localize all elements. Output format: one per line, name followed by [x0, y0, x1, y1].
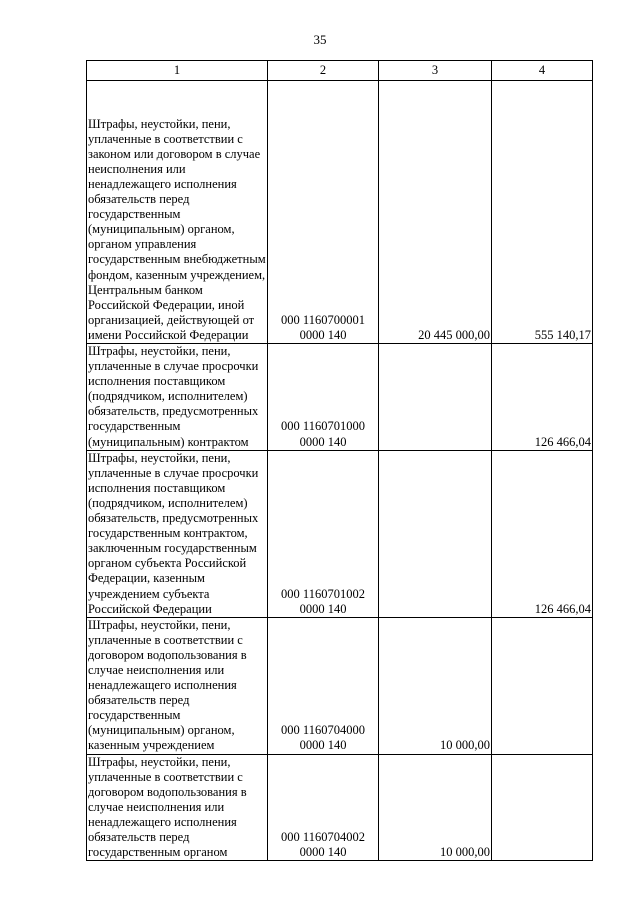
table-row [87, 754, 593, 861]
budget-table [86, 60, 593, 861]
column-header-1: 1 [87, 61, 268, 81]
row-col4-value: 555 140,17 [492, 81, 593, 344]
row-col3-value [379, 344, 492, 451]
row-col3-value: 10 000,00 [379, 617, 492, 754]
page-number: 35 [313, 32, 327, 47]
column-header-2: 2 [268, 61, 379, 81]
table-row [87, 344, 593, 451]
row-col4-value: 126 466,04 [492, 450, 593, 617]
row-description: Штрафы, неустойки, пени, уплаченные в соответствии с договором водопользования в случае неисполнения или ненадлежащего исполнения обязательств перед государственным (муниципальным) органом, казенным учреждением [87, 617, 268, 754]
row-code: 000 1160701002 0000 140 [268, 450, 379, 617]
row-col3-value: 20 445 000,00 [379, 81, 492, 344]
row-code: 000 1160704002 0000 140 [268, 754, 379, 861]
column-header-4: 4 [492, 61, 593, 81]
table-row [87, 617, 593, 754]
row-description: Штрафы, неустойки, пени, уплаченные в соответствии с договором водопользования в случае неисполнения или ненадлежащего исполнения обязательств перед государственным органом [87, 754, 268, 861]
row-code: 000 1160701000 0000 140 [268, 344, 379, 451]
table-row [87, 81, 593, 344]
row-description: Штрафы, неустойки, пени, уплаченные в случае просрочки исполнения поставщиком (подрядчиком, исполнителем) обязательств, предусмотренных государственным (муниципальным) контрактом [87, 344, 268, 451]
table-row [87, 450, 593, 617]
row-description: Штрафы, неустойки, пени, уплаченные в соответствии с законом или договором в случае неисполнения или ненадлежащего исполнения обязательств перед государственным (муниципальным) органом, органом управления государственным внебюджетным фондом, казенным учреждением, Центральным банком Российской Федерации, иной организацией, действующей от имени Российской Федерации [87, 81, 268, 344]
row-code: 000 1160704000 0000 140 [268, 617, 379, 754]
row-col4-value [492, 754, 593, 861]
column-header-3: 3 [379, 61, 492, 81]
table-header-row [87, 61, 593, 81]
row-col4-value [492, 617, 593, 754]
row-col3-value: 10 000,00 [379, 754, 492, 861]
row-code: 000 1160700001 0000 140 [268, 81, 379, 344]
row-col3-value [379, 450, 492, 617]
row-col4-value: 126 466,04 [492, 344, 593, 451]
row-description: Штрафы, неустойки, пени, уплаченные в случае просрочки исполнения поставщиком (подрядчиком, исполнителем) обязательств, предусмотренных государственным контрактом, заключенным государственным органом субъекта Российской Федерации, казенным учреждением субъекта Российской Федерации [87, 450, 268, 617]
